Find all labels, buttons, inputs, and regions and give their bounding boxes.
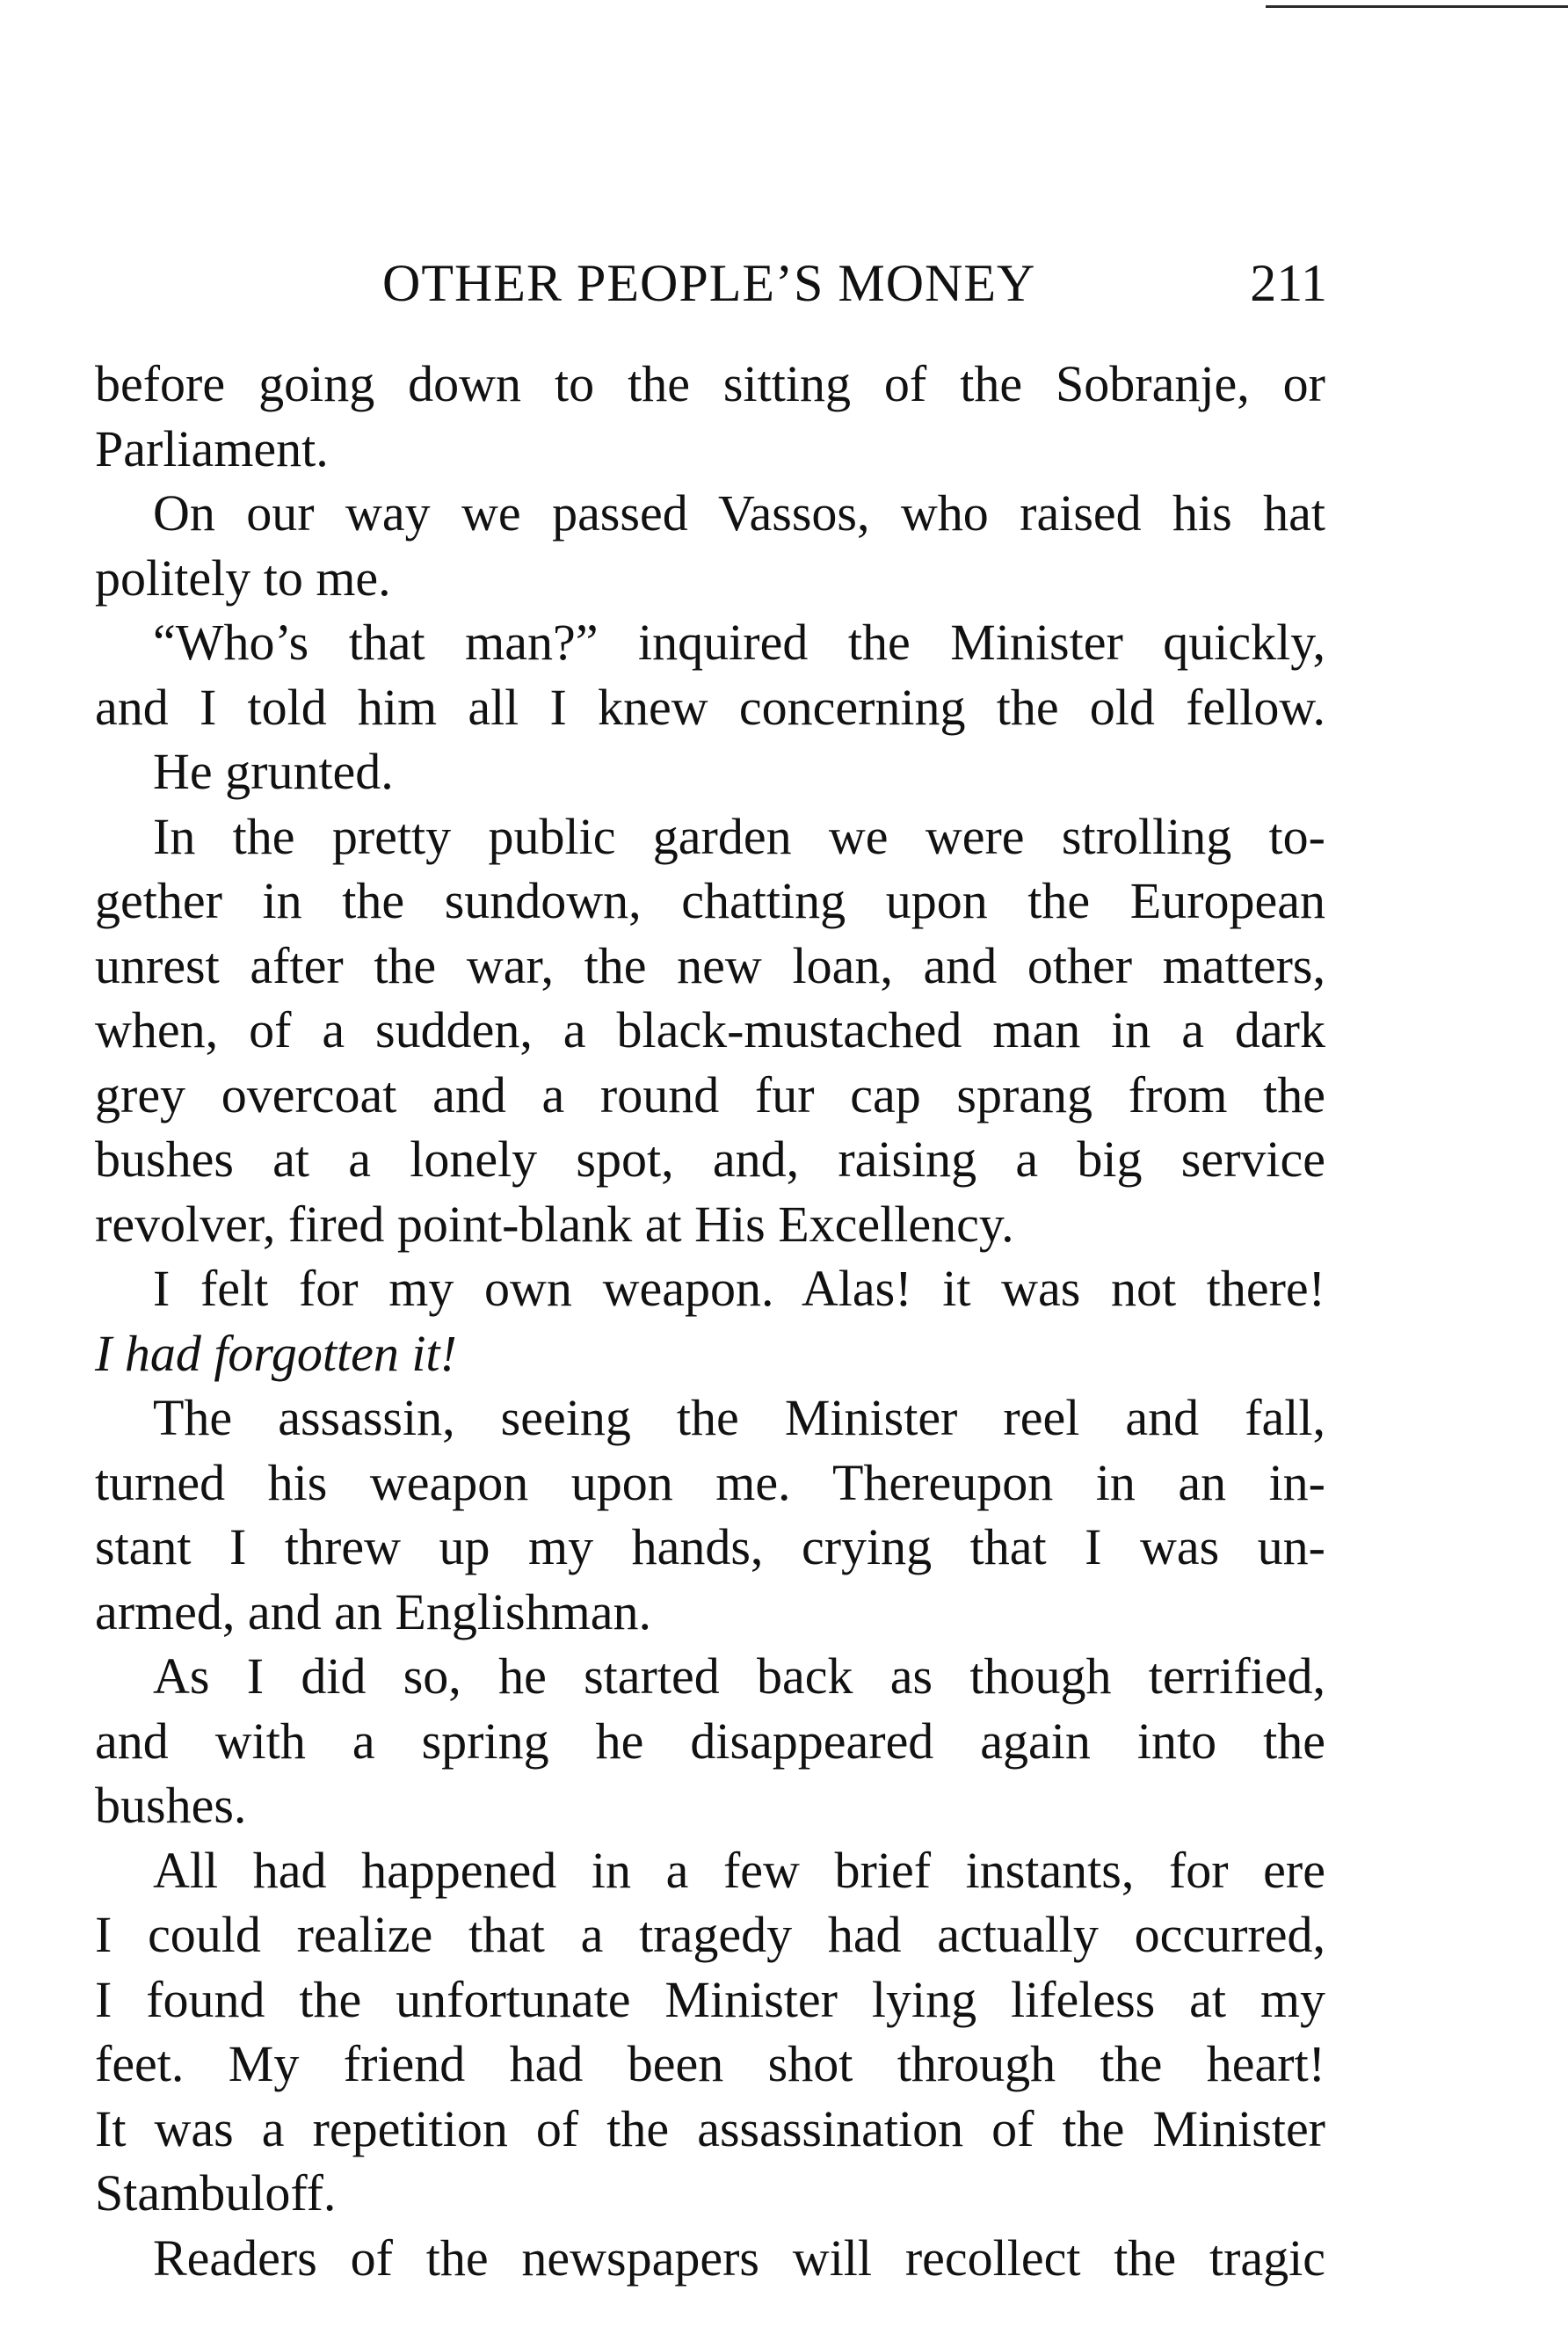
running-title: OTHER PEOPLE’S MONEY [382, 254, 1036, 312]
text-line: bushes at a lonely spot, and, raising a big service [95, 1131, 1325, 1188]
text-line: I felt for my own weapon. Alas! it was not there! [153, 1260, 1325, 1317]
text-line: grey overcoat and a round fur cap sprang from the [95, 1065, 1325, 1124]
text-line: armed, and an Englishman. [95, 1582, 651, 1640]
text-line: I found the unfortunate Minister lying lifeless at my [95, 1970, 1325, 2028]
text-line: turned his weapon upon me. Thereupon in an in- [95, 1453, 1325, 1511]
text-line: feet. My friend had been shot through the heart! [95, 2035, 1325, 2092]
text-line: “Who’s that man?” inquired the Minister quickly, [153, 614, 1325, 671]
text-line-italic: I had forgotten it! [95, 1324, 457, 1382]
body-text [95, 352, 1325, 2290]
text-line: and with a spring he disappeared again into the [95, 1712, 1325, 1770]
text-line: It was a repetition of the assassination of the Minister [95, 2099, 1325, 2157]
text-line: In the pretty public garden we were strolling to- [153, 807, 1325, 865]
text-line: politely to me. [95, 549, 391, 607]
text-line: before going down to the sitting of the Sobranje, or [95, 355, 1325, 412]
text-line: I could realize that a tragedy had actually occurred, [95, 1906, 1325, 1963]
page-number: 211 [1250, 254, 1327, 312]
top-edge-rule [1266, 5, 1568, 8]
text-line: Parliament. [95, 419, 329, 477]
text-line: gether in the sundown, chatting upon the European [95, 872, 1325, 929]
text-line: and I told him all I knew concerning the old fellow. [95, 678, 1325, 736]
text-line: All had happened in a few brief instants, for ere [153, 1841, 1325, 1899]
text-line: As I did so, he started back as though terrified, [153, 1647, 1325, 1705]
text-line: stant I threw up my hands, crying that I was un- [95, 1518, 1325, 1575]
text-line: bushes. [95, 1777, 247, 1834]
page-header [382, 248, 1327, 318]
text-line: unrest after the war, the new loan, and other matters, [95, 936, 1325, 994]
text-line: On our way we passed Vassos, who raised his hat [153, 484, 1325, 542]
text-line: revolver, fired point-blank at His Excellency. [95, 1195, 1014, 1253]
text-line: when, of a sudden, a black-mustached man in a dark [95, 1001, 1325, 1058]
text-line: Stambuloff. [95, 2164, 337, 2222]
text-line: He grunted. [153, 743, 394, 800]
text-line: The assassin, seeing the Minister reel and fall, [153, 1389, 1325, 1446]
text-line: Readers of the newspapers will recollect the tragic [153, 2229, 1325, 2287]
